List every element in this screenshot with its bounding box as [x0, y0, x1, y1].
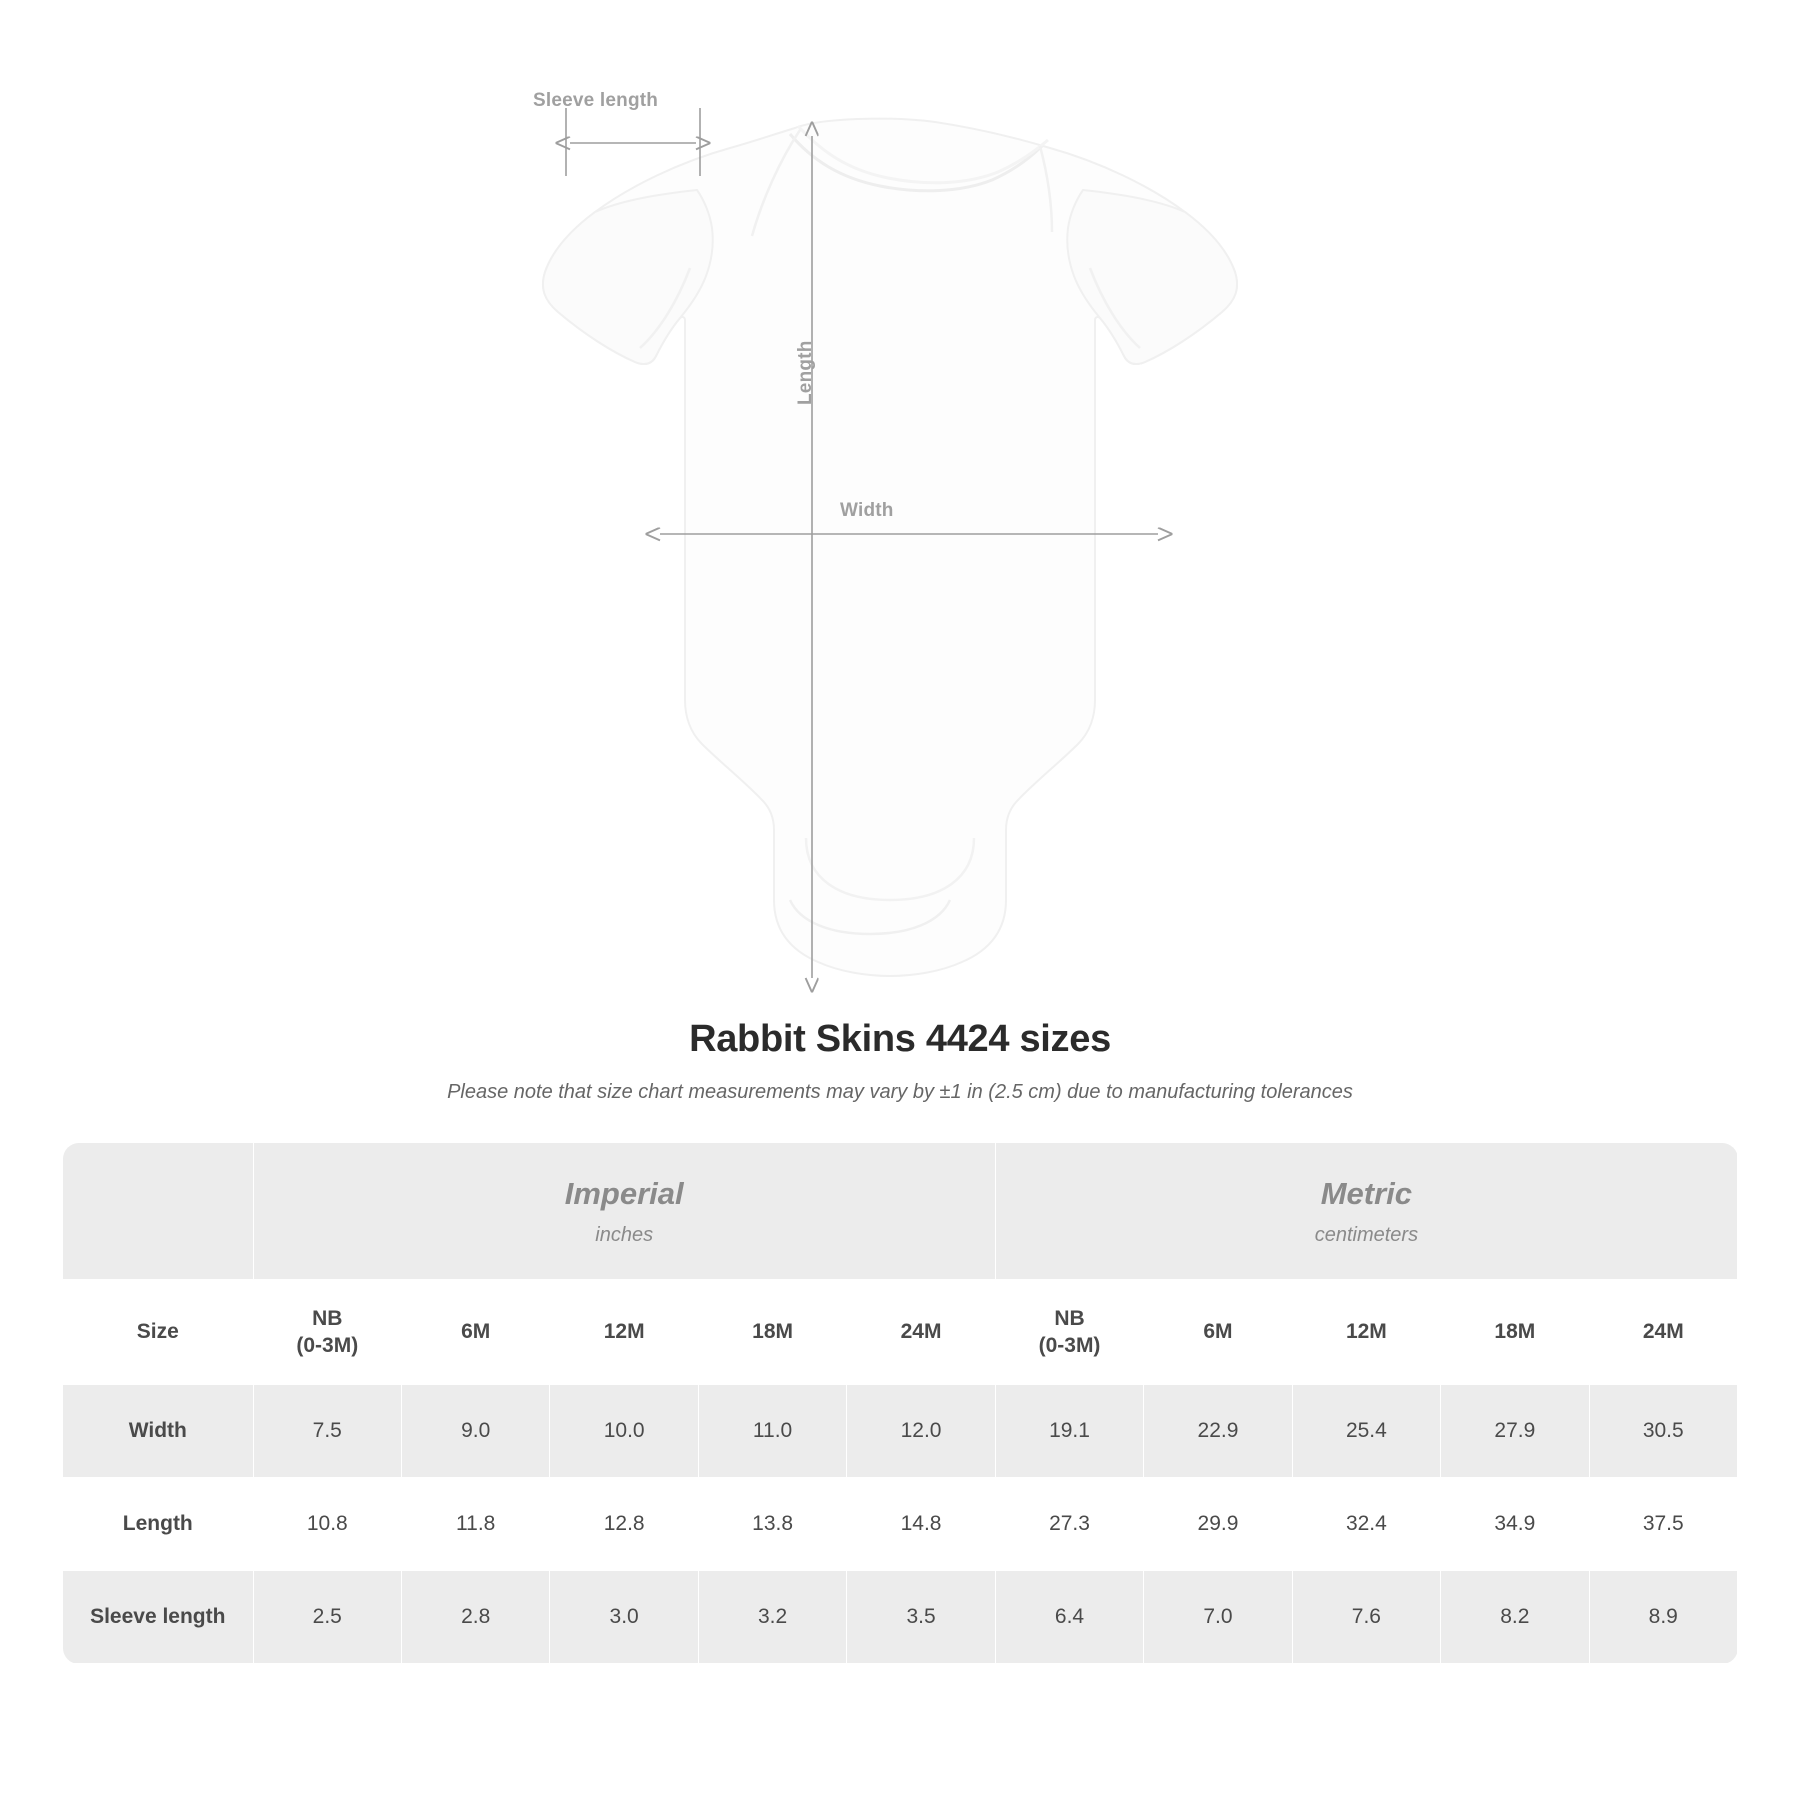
header-imperial-6m: 6M — [402, 1280, 550, 1385]
unit-group-metric-sub: centimeters — [1314, 1223, 1419, 1246]
cell-length-metric-6m: 29.9 — [1144, 1478, 1292, 1571]
cell-width-imperial-24m: 12.0 — [847, 1385, 995, 1478]
header-metric-nb — [995, 1280, 1143, 1385]
header-metric-nb-line1: NB — [1054, 1306, 1085, 1330]
cell-sleeve-metric-nb: 6.4 — [995, 1571, 1143, 1664]
row-label-sleeve-length: Sleeve length — [63, 1571, 254, 1664]
size-chart-table-wrap — [62, 1142, 1738, 1664]
cell-length-imperial-18m: 13.8 — [698, 1478, 846, 1571]
unit-group-metric-name: Metric — [1320, 1176, 1413, 1212]
header-metric-nb-line2: (0-3M) — [1038, 1334, 1101, 1357]
cell-width-metric-18m: 27.9 — [1441, 1385, 1589, 1478]
unit-group-imperial-name: Imperial — [564, 1176, 684, 1212]
header-metric-12m: 12M — [1292, 1280, 1440, 1385]
page-title: Rabbit Skins 4424 sizes — [689, 1018, 1111, 1060]
cell-length-imperial-24m: 14.8 — [847, 1478, 995, 1571]
table-row — [63, 1385, 1738, 1478]
cell-sleeve-metric-24m: 8.9 — [1589, 1571, 1737, 1664]
cell-width-imperial-6m: 9.0 — [402, 1385, 550, 1478]
cell-length-metric-nb: 27.3 — [995, 1478, 1143, 1571]
header-metric-18m: 18M — [1441, 1280, 1589, 1385]
unit-group-metric — [995, 1143, 1737, 1280]
cell-length-metric-12m: 32.4 — [1292, 1478, 1440, 1571]
row-label-length: Length — [63, 1478, 254, 1571]
cell-sleeve-imperial-nb: 2.5 — [253, 1571, 401, 1664]
column-header-row — [63, 1280, 1738, 1385]
unit-group-imperial-sub: inches — [595, 1223, 654, 1246]
cell-width-imperial-nb: 7.5 — [253, 1385, 401, 1478]
cell-length-metric-24m: 37.5 — [1589, 1478, 1737, 1571]
width-label: Width — [840, 500, 894, 521]
cell-width-metric-6m: 22.9 — [1144, 1385, 1292, 1478]
header-imperial-12m: 12M — [550, 1280, 698, 1385]
length-label: Length — [795, 340, 816, 405]
header-metric-6m: 6M — [1144, 1280, 1292, 1385]
header-size: Size — [63, 1280, 254, 1385]
size-chart-table — [62, 1142, 1738, 1664]
cell-sleeve-imperial-24m: 3.5 — [847, 1571, 995, 1664]
unit-header-row — [63, 1143, 1738, 1280]
header-imperial-nb-line2: (0-3M) — [296, 1334, 359, 1357]
table-row — [63, 1571, 1738, 1664]
cell-width-metric-nb: 19.1 — [995, 1385, 1143, 1478]
cell-sleeve-imperial-18m: 3.2 — [698, 1571, 846, 1664]
tolerance-note: Please note that size chart measurements may vary by ±1 in (2.5 cm) due to manufacturing tolerances — [447, 1081, 1353, 1103]
sleeve-length-label: Sleeve length — [533, 90, 659, 111]
header-imperial-nb-line1: NB — [312, 1306, 343, 1330]
table-row — [63, 1478, 1738, 1571]
cell-sleeve-metric-12m: 7.6 — [1292, 1571, 1440, 1664]
title-block — [0, 1018, 1800, 1104]
cell-width-metric-24m: 30.5 — [1589, 1385, 1737, 1478]
header-imperial-nb — [253, 1280, 401, 1385]
header-metric-24m: 24M — [1589, 1280, 1737, 1385]
header-imperial-24m: 24M — [847, 1280, 995, 1385]
cell-sleeve-imperial-12m: 3.0 — [550, 1571, 698, 1664]
cell-length-imperial-6m: 11.8 — [402, 1478, 550, 1571]
bodysuit-shape — [543, 119, 1237, 976]
cell-length-imperial-nb: 10.8 — [253, 1478, 401, 1571]
cell-sleeve-imperial-6m: 2.8 — [402, 1571, 550, 1664]
header-imperial-18m: 18M — [698, 1280, 846, 1385]
cell-width-imperial-12m: 10.0 — [550, 1385, 698, 1478]
cell-sleeve-metric-6m: 7.0 — [1144, 1571, 1292, 1664]
cell-length-imperial-12m: 12.8 — [550, 1478, 698, 1571]
cell-length-metric-18m: 34.9 — [1441, 1478, 1589, 1571]
unit-group-imperial — [253, 1143, 995, 1280]
unit-corner-cell — [63, 1143, 254, 1280]
cell-sleeve-metric-18m: 8.2 — [1441, 1571, 1589, 1664]
row-label-width: Width — [63, 1385, 254, 1478]
cell-width-imperial-18m: 11.0 — [698, 1385, 846, 1478]
cell-width-metric-12m: 25.4 — [1292, 1385, 1440, 1478]
